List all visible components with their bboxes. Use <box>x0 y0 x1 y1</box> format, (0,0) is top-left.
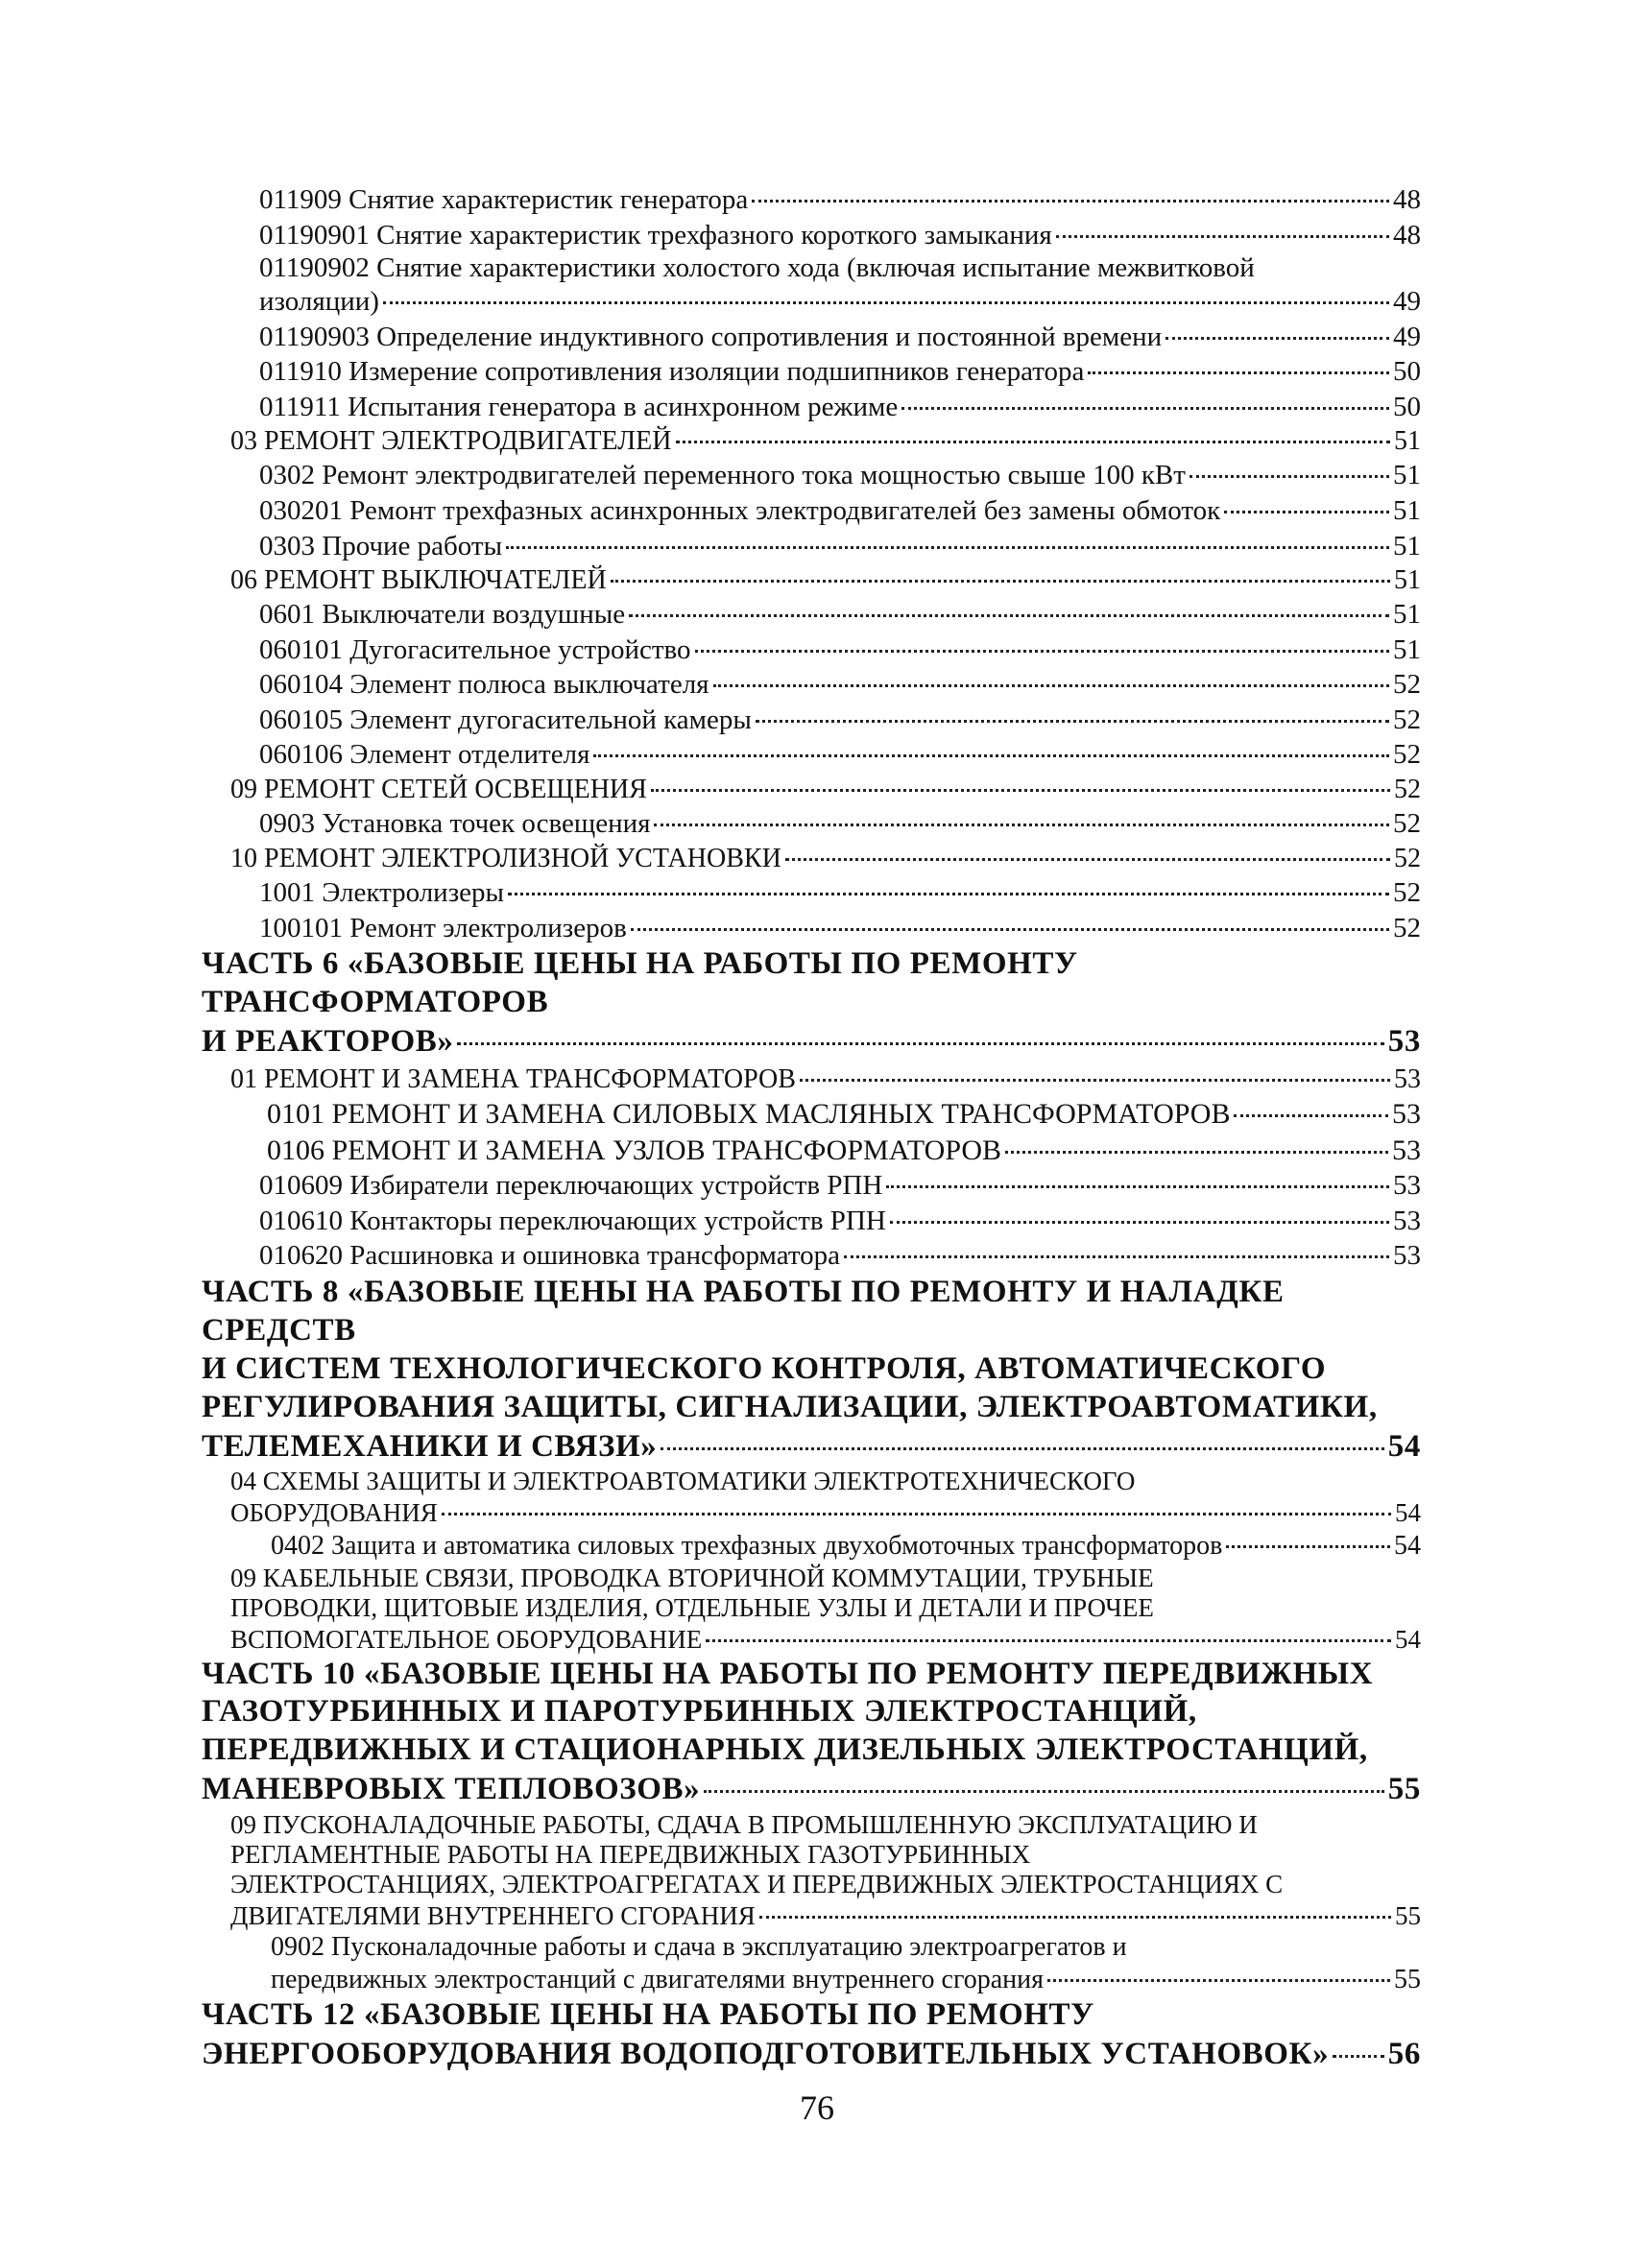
toc-page-number: 52 <box>1393 669 1421 701</box>
toc-page-number: 52 <box>1394 774 1421 804</box>
toc-entry-title: 0303 Прочие работы <box>259 530 503 561</box>
toc-part-heading[interactable] <box>202 1996 1421 2075</box>
toc-entry-row <box>259 1168 1421 1204</box>
toc-entry-row <box>271 1529 1421 1563</box>
dot-leader <box>676 441 1391 443</box>
dot-leader <box>844 1255 1389 1258</box>
toc-entry-title: 060105 Элемент дугогасительной камеры <box>259 704 752 735</box>
toc-entry[interactable] <box>259 1168 1421 1204</box>
toc-entry-title: МАНЕВРОВЫХ ТЕПЛОВОЗОВ» <box>202 1772 701 1807</box>
dot-leader <box>901 407 1389 410</box>
table-of-contents <box>202 182 1421 2075</box>
toc-page-number: 53 <box>1387 1023 1421 1059</box>
toc-entry-title: 0106 РЕМОНТ И ЗАМЕНА УЗЛОВ ТРАНСФОРМАТОРОВ <box>267 1134 1002 1166</box>
toc-entry[interactable] <box>259 390 1421 425</box>
toc-page-number: 55 <box>1387 1772 1421 1807</box>
toc-page-number: 55 <box>1395 1900 1421 1930</box>
toc-entry-title: 060104 Элемент полюса выключателя <box>259 669 709 701</box>
toc-entry-title: 010609 Избиратели переключающих устройств РПН <box>259 1170 883 1202</box>
toc-entry-title: 011911 Испытания генератора в асинхронном режиме <box>259 391 899 422</box>
toc-entry-title: ТЕЛЕМЕХАНИКИ И СВЯЗИ» <box>202 1428 658 1464</box>
dot-leader <box>1047 1979 1390 1982</box>
toc-entry-title: 0402 Защита и автоматика силовых трехфазных двухобмоточных трансформаторов <box>271 1531 1223 1562</box>
toc-entry-title: ВСПОМОГАТЕЛЬНОЕ ОБОРУДОВАНИЕ <box>230 1624 703 1654</box>
toc-page-number: 48 <box>1393 184 1421 215</box>
toc-entry[interactable] <box>259 737 1421 773</box>
toc-entry-title: ОБОРУДОВАНИЯ <box>230 1498 438 1528</box>
toc-entry-row <box>259 1238 1421 1274</box>
toc-entry[interactable] <box>271 1529 1421 1563</box>
toc-entry[interactable] <box>259 182 1421 218</box>
toc-entry-title-line: 04 СХЕМЫ ЗАЩИТЫ И ЭЛЕКТРОАВТОМАТИКИ ЭЛЕКТРОТЕХНИЧЕСКОГО <box>230 1467 1136 1496</box>
dot-leader <box>704 1790 1384 1793</box>
toc-entry-title: передвижных электростанций с двигателями внутреннего сгорания <box>271 1964 1045 1994</box>
toc-page-number: 52 <box>1394 843 1421 873</box>
toc-entry[interactable] <box>230 842 1421 875</box>
toc-entry-title: 06 РЕМОНТ ВЫКЛЮЧАТЕЛЕЙ <box>230 565 607 596</box>
toc-page-number: 53 <box>1394 1063 1421 1094</box>
toc-entry-row <box>259 806 1421 842</box>
toc-entry-title-line: ЧАСТЬ 8 «БАЗОВЫЕ ЦЕНЫ НА РАБОТЫ ПО РЕМОНТУ И НАЛАДКЕ СРЕДСТВ <box>202 1274 1285 1348</box>
toc-page-number: 52 <box>1393 808 1421 840</box>
dot-leader <box>1165 337 1389 340</box>
toc-entry-title: 01 РЕМОНТ И ЗАМЕНА ТРАНСФОРМАТОРОВ <box>230 1063 796 1094</box>
toc-entry-row <box>230 1899 1421 1932</box>
toc-page-number: 51 <box>1394 565 1421 596</box>
toc-page-number: 51 <box>1394 426 1421 457</box>
toc-page-number: 54 <box>1395 1498 1421 1528</box>
page-number: 76 <box>800 2089 834 2127</box>
toc-page-number: 51 <box>1393 530 1421 561</box>
toc-entry[interactable] <box>259 218 1421 253</box>
toc-entry-row <box>202 1022 1421 1062</box>
dot-leader <box>1234 1114 1388 1117</box>
dot-leader <box>651 789 1390 792</box>
toc-entry-title: 030201 Ремонт трехфазных асинхронных электродвигателей без замены обмоток <box>259 494 1221 526</box>
toc-entry-row <box>267 1096 1421 1133</box>
toc-page-number: 52 <box>1393 877 1421 909</box>
dot-leader <box>654 824 1389 826</box>
toc-entry-row <box>202 1427 1421 1468</box>
dot-leader <box>886 1185 1389 1188</box>
dot-leader <box>506 546 1389 549</box>
toc-page-number: 56 <box>1387 2037 1421 2072</box>
dot-leader <box>1088 371 1389 374</box>
toc-entry[interactable] <box>259 633 1421 668</box>
toc-entry[interactable] <box>259 252 1421 320</box>
toc-part-heading[interactable] <box>202 1274 1421 1467</box>
toc-entry[interactable] <box>259 1238 1421 1274</box>
dot-leader <box>1189 475 1389 478</box>
dot-leader <box>1226 1545 1390 1548</box>
toc-entry-title: 060106 Элемент отделителя <box>259 739 590 771</box>
toc-page-number: 49 <box>1393 286 1421 318</box>
toc-entry-row <box>259 597 1421 633</box>
toc-entry-title: 09 РЕМОНТ СЕТЕЙ ОСВЕЩЕНИЯ <box>230 774 647 804</box>
toc-entry[interactable] <box>267 1133 1421 1169</box>
toc-entry-row <box>230 773 1421 806</box>
toc-entry[interactable] <box>259 703 1421 738</box>
dot-leader <box>713 684 1389 687</box>
toc-entry[interactable] <box>259 875 1421 911</box>
dot-leader <box>1333 2055 1384 2058</box>
toc-entry-row <box>202 1770 1421 1810</box>
toc-entry-title: 010620 Расшиновка и ошиновка трансформатора <box>259 1240 840 1272</box>
dot-leader <box>1056 235 1389 238</box>
dot-leader <box>756 720 1389 723</box>
toc-entry-title: 0601 Выключатели воздушные <box>259 599 626 631</box>
toc-entry[interactable] <box>230 773 1421 806</box>
toc-entry-row <box>259 703 1421 738</box>
toc-page-number: 48 <box>1393 219 1421 251</box>
toc-entry-title: 03 РЕМОНТ ЭЛЕКТРОДВИГАТЕЛЕЙ <box>230 426 672 457</box>
toc-entry-row <box>259 1204 1421 1239</box>
toc-entry-title: ДВИГАТЕЛЯМИ ВНУТРЕННЕГО СГОРАНИЯ <box>230 1900 756 1930</box>
toc-entry-row <box>230 563 1421 597</box>
toc-page-number: 53 <box>1392 1097 1421 1130</box>
dot-leader <box>800 1079 1390 1082</box>
toc-entry-title-line: ЧАСТЬ 12 «БАЗОВЫЕ ЦЕНЫ НА РАБОТЫ ПО РЕМОНТУ <box>202 1997 1094 2033</box>
dot-leader <box>508 893 1389 895</box>
toc-entry-row <box>259 182 1421 218</box>
toc-entry-row <box>267 1133 1421 1169</box>
toc-entry-title: И РЕАКТОРОВ» <box>202 1023 454 1059</box>
dot-leader <box>593 754 1389 757</box>
toc-entry-title-line: ЧАСТЬ 10 «БАЗОВЫЕ ЦЕНЫ НА РАБОТЫ ПО РЕМОНТУ ПЕРЕДВИЖНЫХ <box>202 1656 1374 1691</box>
toc-entry-title-line: ЧАСТЬ 6 «БАЗОВЫЕ ЦЕНЫ НА РАБОТЫ ПО РЕМОНТУ ТРАНСФОРМАТОРОВ <box>202 946 1078 1020</box>
toc-entry-row <box>259 284 1421 320</box>
toc-entry-title: 1001 Электролизеры <box>259 877 505 909</box>
toc-entry-row <box>259 875 1421 911</box>
toc-entry-title: 0903 Установка точек освещения <box>259 808 651 840</box>
toc-entry-title: 0302 Ремонт электродвигателей переменного тока мощностью свыше 100 кВт <box>259 460 1186 491</box>
toc-entry[interactable] <box>259 493 1421 529</box>
toc-entry[interactable] <box>230 1467 1421 1529</box>
toc-entry-title-line: ГАЗОТУРБИННЫХ И ПАРОТУРБИННЫХ ЭЛЕКТРОСТАНЦИЙ, <box>202 1694 1197 1730</box>
toc-page-number: 50 <box>1393 391 1421 422</box>
toc-page-number: 51 <box>1393 599 1421 631</box>
toc-entry-row <box>259 493 1421 529</box>
toc-entry-title-line: 0902 Пусконаладочные работы и сдача в эксплуатацию электроагрегатов и <box>271 1931 1127 1962</box>
dot-leader <box>759 1916 1391 1919</box>
toc-entry-row <box>230 1623 1421 1656</box>
toc-entry-title: ЭНЕРГООБОРУДОВАНИЯ ВОДОПОДГОТОВИТЕЛЬНЫХ УСТАНОВОК» <box>202 2037 1330 2072</box>
toc-entry[interactable] <box>259 806 1421 842</box>
toc-entry[interactable] <box>259 529 1421 564</box>
toc-entry-row <box>230 424 1421 458</box>
toc-entry-title: 01190903 Определение индуктивного сопротивления и постоянной времени <box>259 321 1163 352</box>
toc-entry-title: 100101 Ремонт электролизеров <box>259 912 627 943</box>
toc-page-number: 52 <box>1393 739 1421 771</box>
toc-entry-title: изоляции) <box>259 286 379 318</box>
toc-entry-row <box>230 842 1421 875</box>
toc-entry-title: 0101 РЕМОНТ И ЗАМЕНА СИЛОВЫХ МАСЛЯНЫХ ТРАНСФОРМАТОРОВ <box>267 1097 1231 1130</box>
toc-page-number: 54 <box>1395 1624 1421 1654</box>
toc-page-number: 54 <box>1394 1531 1421 1562</box>
dot-leader <box>383 301 1389 304</box>
toc-entry[interactable] <box>259 911 1421 946</box>
toc-entry-title-line: 09 КАБЕЛЬНЫЕ СВЯЗИ, ПРОВОДКА ВТОРИЧНОЙ КОММУТАЦИИ, ТРУБНЫЕ <box>230 1563 1154 1592</box>
toc-entry-row <box>259 320 1421 355</box>
dot-leader <box>890 1221 1389 1224</box>
toc-entry-title-line: И СИСТЕМ ТЕХНОЛОГИЧЕСКОГО КОНТРОЛЯ, АВТОМАТИЧЕСКОГО <box>202 1350 1327 1386</box>
toc-page-number: 50 <box>1393 356 1421 388</box>
toc-page-number: 55 <box>1394 1964 1421 1994</box>
toc-entry-row <box>259 354 1421 390</box>
toc-entry-row <box>259 529 1421 564</box>
dot-leader <box>611 580 1390 583</box>
toc-entry-title-line: РЕГЛАМЕНТНЫЕ РАБОТЫ НА ПЕРЕДВИЖНЫХ ГАЗОТУРБИННЫХ <box>230 1839 1031 1869</box>
dot-leader <box>442 1513 1391 1516</box>
toc-entry-title-line: ПЕРЕДВИЖНЫХ И СТАЦИОНАРНЫХ ДИЗЕЛЬНЫХ ЭЛЕКТРОСТАНЦИЙ, <box>202 1732 1368 1768</box>
toc-entry[interactable] <box>230 1062 1421 1096</box>
toc-entry[interactable] <box>230 424 1421 458</box>
dot-leader <box>457 1042 1383 1045</box>
toc-page-number: 53 <box>1392 1134 1421 1166</box>
toc-page-number: 54 <box>1387 1428 1421 1464</box>
toc-entry-row <box>271 1963 1421 1996</box>
toc-entry[interactable] <box>259 458 1421 493</box>
toc-entry[interactable] <box>259 320 1421 355</box>
toc-entry-title: 011909 Снятие характеристик генератора <box>259 184 749 215</box>
toc-entry[interactable] <box>259 1204 1421 1239</box>
dot-leader <box>706 1639 1391 1642</box>
toc-page-number: 51 <box>1393 633 1421 665</box>
toc-entry[interactable] <box>259 597 1421 633</box>
toc-page-number: 53 <box>1393 1205 1421 1236</box>
toc-part-heading[interactable] <box>202 1656 1421 1810</box>
toc-entry-title-line: ЭЛЕКТРОСТАНЦИЯХ, ЭЛЕКТРОАГРЕГАТАХ И ПЕРЕДВИЖНЫХ ЭЛЕКТРОСТАНЦИЯХ С <box>230 1869 1284 1898</box>
toc-entry-title-line: РЕГУЛИРОВАНИЯ ЗАЩИТЫ, СИГНАЛИЗАЦИИ, ЭЛЕКТРОАВТОМАТИКИ, <box>202 1389 1378 1424</box>
toc-entry-row <box>259 218 1421 253</box>
dot-leader <box>1005 1151 1388 1154</box>
dot-leader <box>661 1447 1383 1450</box>
dot-leader <box>631 928 1389 931</box>
toc-page-number: 53 <box>1393 1240 1421 1272</box>
toc-entry-title: 011910 Измерение сопротивления изоляции подшипников генератора <box>259 356 1085 388</box>
toc-entry-row <box>259 390 1421 425</box>
toc-entry[interactable] <box>271 1932 1421 1996</box>
dot-leader <box>785 858 1390 861</box>
toc-page-number: 52 <box>1393 912 1421 943</box>
toc-entry-row <box>259 911 1421 946</box>
toc-entry[interactable] <box>259 667 1421 703</box>
toc-page-number: 51 <box>1393 494 1421 526</box>
toc-page-number: 52 <box>1393 704 1421 735</box>
toc-entry-row <box>259 458 1421 493</box>
toc-entry[interactable] <box>230 563 1421 597</box>
toc-page-number: 49 <box>1393 321 1421 352</box>
toc-entry-row <box>259 737 1421 773</box>
toc-page-number: 51 <box>1393 460 1421 491</box>
toc-entry-row <box>259 667 1421 703</box>
toc-entry[interactable] <box>259 354 1421 390</box>
toc-entry-title-line: 09 ПУСКОНАЛАДОЧНЫЕ РАБОТЫ, СДАЧА В ПРОМЫШЛЕННУЮ ЭКСПЛУАТАЦИЮ И <box>230 1809 1258 1839</box>
toc-entry[interactable] <box>230 1564 1421 1656</box>
dot-leader <box>1224 511 1389 513</box>
toc-entry-title-line: ПРОВОДКИ, ЩИТОВЫЕ ИЗДЕЛИЯ, ОТДЕЛЬНЫЕ УЗЛЫ И ДЕТАЛИ И ПРОЧЕЕ <box>230 1592 1154 1622</box>
toc-entry-title-line: 01190902 Снятие характеристики холостого хода (включая испытание межвитковой <box>259 252 1255 284</box>
toc-entry-title: 060101 Дугогасительное устройство <box>259 633 691 665</box>
dot-leader <box>695 650 1389 653</box>
toc-entry[interactable] <box>267 1096 1421 1133</box>
toc-entry-row <box>259 633 1421 668</box>
dot-leader <box>752 200 1389 203</box>
dot-leader <box>629 614 1389 617</box>
toc-entry-title: 010610 Контакторы переключающих устройств РПН <box>259 1205 886 1236</box>
toc-entry-title: 10 РЕМОНТ ЭЛЕКТРОЛИЗНОЙ УСТАНОВКИ <box>230 843 781 873</box>
toc-part-heading[interactable] <box>202 945 1421 1062</box>
toc-entry-row <box>230 1496 1421 1529</box>
toc-entry-row <box>230 1062 1421 1096</box>
toc-entry[interactable] <box>230 1810 1421 1932</box>
toc-page-number: 53 <box>1393 1170 1421 1202</box>
toc-entry-row <box>202 2035 1421 2075</box>
toc-entry-title: 01190901 Снятие характеристик трехфазного короткого замыкания <box>259 219 1052 251</box>
